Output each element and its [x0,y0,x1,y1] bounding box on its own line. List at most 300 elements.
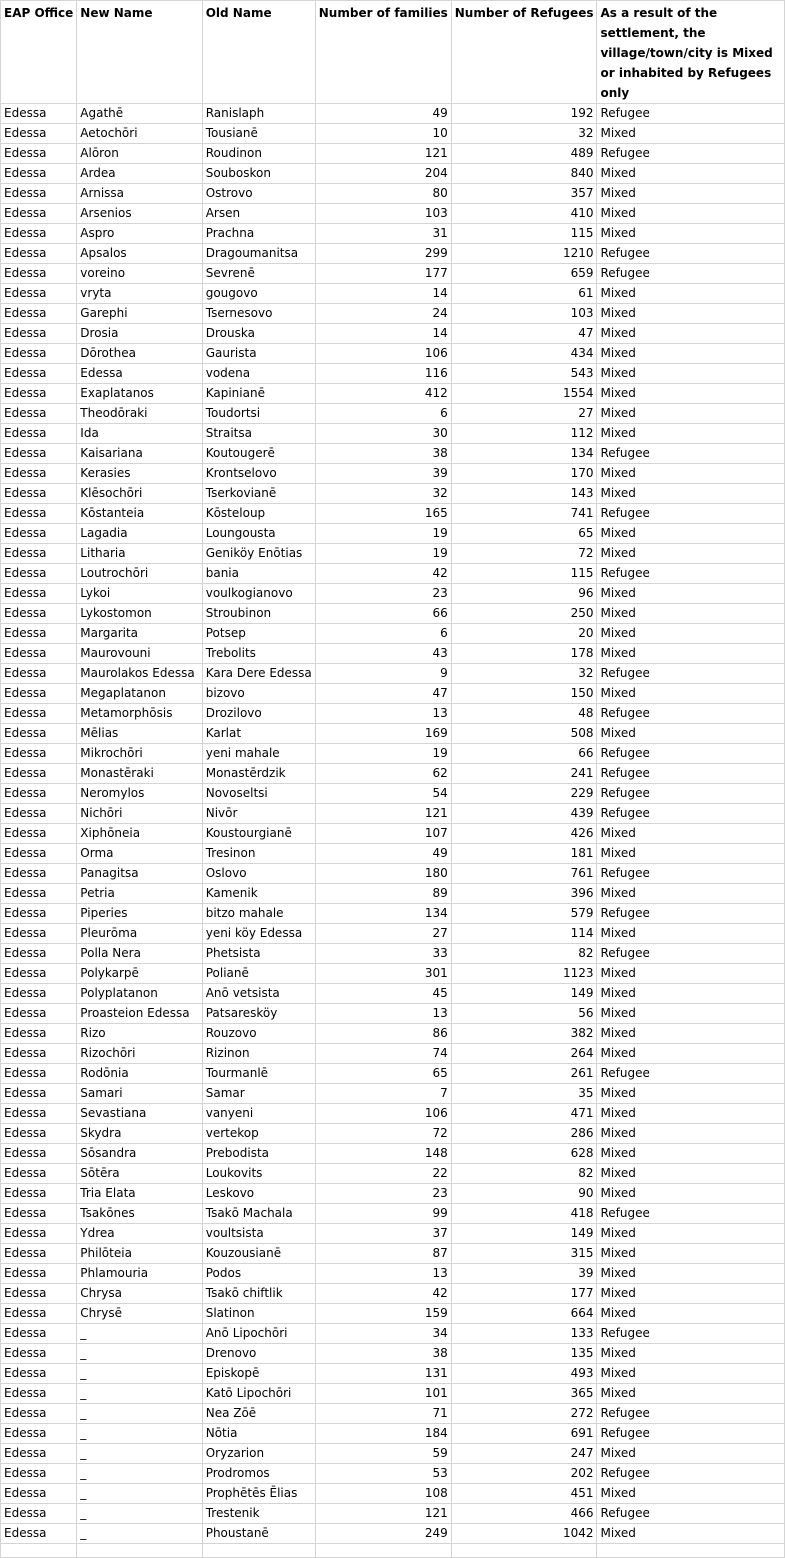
cell-number-of-refugees[interactable]: 1554 [451,384,597,404]
cell-settlement-status[interactable]: Refugee [597,904,785,924]
cell-new-name[interactable]: Arnissa [77,184,202,204]
cell-number-of-refugees[interactable]: 508 [451,724,597,744]
cell-eap-office[interactable]: Edessa [1,1024,77,1044]
cell-settlement-status[interactable]: Refugee [597,664,785,684]
cell-new-name[interactable]: Theodōraki [77,404,202,424]
cell-number-of-refugees[interactable]: 261 [451,1064,597,1084]
cell-new-name[interactable]: Exaplatanos [77,384,202,404]
cell-number-of-refugees[interactable]: 181 [451,844,597,864]
cell-old-name[interactable]: Kouzousianē [202,1244,315,1264]
cell-settlement-status[interactable]: Mixed [597,1164,785,1184]
cell-eap-office[interactable]: Edessa [1,584,77,604]
cell-number-of-refugees[interactable]: 264 [451,1044,597,1064]
cell-eap-office[interactable]: Edessa [1,924,77,944]
cell-number-of-refugees[interactable]: 741 [451,504,597,524]
cell-number-of-families[interactable]: 19 [315,744,451,764]
cell-number-of-refugees[interactable]: 48 [451,704,597,724]
cell-number-of-families[interactable]: 23 [315,1184,451,1204]
cell-new-name[interactable]: Maurovouni [77,644,202,664]
cell-new-name[interactable]: Proasteion Edessa [77,1004,202,1024]
cell-number-of-refugees[interactable]: 39 [451,1264,597,1284]
cell-old-name[interactable]: Straitsa [202,424,315,444]
cell-number-of-families[interactable]: 30 [315,424,451,444]
cell-new-name[interactable]: Ida [77,424,202,444]
cell-old-name[interactable]: bizovo [202,684,315,704]
cell-new-name[interactable]: Klēsochōri [77,484,202,504]
cell-eap-office[interactable]: Edessa [1,1124,77,1144]
cell-new-name[interactable]: _ [77,1404,202,1424]
cell-settlement-status[interactable]: Mixed [597,204,785,224]
cell-number-of-refugees[interactable]: 691 [451,1424,597,1444]
cell-eap-office[interactable]: Edessa [1,184,77,204]
cell-old-name[interactable]: voulkogianovo [202,584,315,604]
cell-number-of-refugees[interactable]: 103 [451,304,597,324]
cell-eap-office[interactable]: Edessa [1,904,77,924]
cell-old-name[interactable]: Kōsteloup [202,504,315,524]
cell-new-name[interactable]: Dōrothea [77,344,202,364]
cell-settlement-status[interactable]: Refugee [597,144,785,164]
cell-number-of-refugees[interactable]: 56 [451,1004,597,1024]
cell-settlement-status[interactable]: Mixed [597,1524,785,1544]
cell-eap-office[interactable]: Edessa [1,104,77,124]
cell-new-name[interactable]: _ [77,1524,202,1544]
cell-settlement-status[interactable]: Mixed [597,544,785,564]
cell-new-name[interactable]: Skydra [77,1124,202,1144]
cell-number-of-refugees[interactable]: 286 [451,1124,597,1144]
cell-number-of-families[interactable]: 159 [315,1304,451,1324]
cell-new-name[interactable]: Neromylos [77,784,202,804]
cell-settlement-status[interactable]: Refugee [597,804,785,824]
cell-new-name[interactable]: Chrysa [77,1284,202,1304]
cell-number-of-families[interactable]: 37 [315,1224,451,1244]
cell-old-name[interactable]: Karlat [202,724,315,744]
cell-new-name[interactable]: Samari [77,1084,202,1104]
cell-number-of-families[interactable]: 134 [315,904,451,924]
cell-new-name[interactable]: Kōstanteia [77,504,202,524]
cell-number-of-refugees[interactable]: 202 [451,1464,597,1484]
cell-old-name[interactable]: Drouska [202,324,315,344]
cell-settlement-status[interactable]: Mixed [597,1144,785,1164]
cell-number-of-families[interactable]: 103 [315,204,451,224]
cell-old-name[interactable]: Potsep [202,624,315,644]
cell-new-name[interactable]: Lagadia [77,524,202,544]
cell-number-of-refugees[interactable]: 90 [451,1184,597,1204]
cell-settlement-status[interactable]: Refugee [597,1424,785,1444]
cell-settlement-status[interactable]: Mixed [597,1384,785,1404]
cell-number-of-families[interactable]: 301 [315,964,451,984]
cell-old-name[interactable]: Drozilovo [202,704,315,724]
header-number-of-refugees[interactable]: Number of Refugees [451,1,597,104]
cell-number-of-refugees[interactable]: 20 [451,624,597,644]
cell-old-name[interactable]: Nivōr [202,804,315,824]
cell-settlement-status[interactable]: Mixed [597,964,785,984]
cell-old-name[interactable]: Loukovits [202,1164,315,1184]
cell-number-of-families[interactable]: 89 [315,884,451,904]
cell-number-of-families[interactable]: 59 [315,1444,451,1464]
cell-number-of-families[interactable]: 7 [315,1084,451,1104]
cell-settlement-status[interactable]: Refugee [597,1404,785,1424]
cell-number-of-refugees[interactable]: 114 [451,924,597,944]
cell-settlement-status[interactable]: Mixed [597,724,785,744]
cell-number-of-refugees[interactable]: 489 [451,144,597,164]
empty-cell[interactable] [451,1544,597,1558]
cell-new-name[interactable]: Mēlias [77,724,202,744]
cell-eap-office[interactable]: Edessa [1,664,77,684]
cell-settlement-status[interactable]: Mixed [597,624,785,644]
cell-old-name[interactable]: yeni köy Edessa [202,924,315,944]
cell-new-name[interactable]: Pleurōma [77,924,202,944]
cell-settlement-status[interactable]: Refugee [597,784,785,804]
header-old-name[interactable]: Old Name [202,1,315,104]
cell-number-of-refugees[interactable]: 471 [451,1104,597,1124]
cell-eap-office[interactable]: Edessa [1,1504,77,1524]
cell-old-name[interactable]: Podos [202,1264,315,1284]
cell-number-of-families[interactable]: 32 [315,484,451,504]
cell-number-of-refugees[interactable]: 27 [451,404,597,424]
cell-new-name[interactable]: Phlamouria [77,1264,202,1284]
cell-number-of-refugees[interactable]: 241 [451,764,597,784]
cell-number-of-families[interactable]: 13 [315,704,451,724]
cell-settlement-status[interactable]: Mixed [597,1284,785,1304]
cell-new-name[interactable]: Ydrea [77,1224,202,1244]
cell-settlement-status[interactable]: Refugee [597,1064,785,1084]
cell-number-of-refugees[interactable]: 659 [451,264,597,284]
cell-settlement-status[interactable]: Mixed [597,464,785,484]
cell-old-name[interactable]: Krontselovo [202,464,315,484]
cell-settlement-status[interactable]: Refugee [597,1204,785,1224]
cell-number-of-refugees[interactable]: 149 [451,1224,597,1244]
cell-settlement-status[interactable]: Refugee [597,1504,785,1524]
cell-new-name[interactable]: Polla Nera [77,944,202,964]
cell-number-of-families[interactable]: 31 [315,224,451,244]
cell-settlement-status[interactable]: Mixed [597,684,785,704]
cell-number-of-families[interactable]: 19 [315,524,451,544]
cell-settlement-status[interactable]: Refugee [597,1464,785,1484]
cell-number-of-families[interactable]: 38 [315,444,451,464]
cell-settlement-status[interactable]: Refugee [597,764,785,784]
header-new-name[interactable]: New Name [77,1,202,104]
cell-settlement-status[interactable]: Mixed [597,1024,785,1044]
cell-new-name[interactable]: Lykoi [77,584,202,604]
empty-cell[interactable] [1,1544,77,1558]
cell-number-of-refugees[interactable]: 134 [451,444,597,464]
cell-new-name[interactable]: Kaisariana [77,444,202,464]
cell-settlement-status[interactable]: Mixed [597,1004,785,1024]
cell-new-name[interactable]: Panagitsa [77,864,202,884]
cell-new-name[interactable]: Nichōri [77,804,202,824]
cell-eap-office[interactable]: Edessa [1,1004,77,1024]
cell-settlement-status[interactable]: Mixed [597,384,785,404]
cell-number-of-refugees[interactable]: 1042 [451,1524,597,1544]
cell-number-of-families[interactable]: 412 [315,384,451,404]
cell-number-of-families[interactable]: 42 [315,1284,451,1304]
cell-new-name[interactable]: Philōteia [77,1244,202,1264]
cell-eap-office[interactable]: Edessa [1,244,77,264]
cell-new-name[interactable]: Mikrochōri [77,744,202,764]
cell-old-name[interactable]: Polianē [202,964,315,984]
cell-number-of-families[interactable]: 121 [315,1504,451,1524]
cell-settlement-status[interactable]: Mixed [597,124,785,144]
cell-number-of-families[interactable]: 62 [315,764,451,784]
cell-eap-office[interactable]: Edessa [1,424,77,444]
cell-eap-office[interactable]: Edessa [1,504,77,524]
cell-old-name[interactable]: Prophētēs Ēlias [202,1484,315,1504]
cell-settlement-status[interactable]: Mixed [597,1184,785,1204]
cell-number-of-families[interactable]: 299 [315,244,451,264]
cell-eap-office[interactable]: Edessa [1,1184,77,1204]
cell-old-name[interactable]: Sevrenē [202,264,315,284]
cell-old-name[interactable]: yeni mahale [202,744,315,764]
cell-number-of-refugees[interactable]: 133 [451,1324,597,1344]
cell-number-of-families[interactable]: 14 [315,284,451,304]
cell-number-of-refugees[interactable]: 112 [451,424,597,444]
cell-eap-office[interactable]: Edessa [1,644,77,664]
cell-old-name[interactable]: Phetsista [202,944,315,964]
cell-number-of-refugees[interactable]: 434 [451,344,597,364]
cell-old-name[interactable]: Prodromos [202,1464,315,1484]
cell-eap-office[interactable]: Edessa [1,724,77,744]
cell-eap-office[interactable]: Edessa [1,1404,77,1424]
cell-old-name[interactable]: Episkopē [202,1364,315,1384]
cell-number-of-refugees[interactable]: 439 [451,804,597,824]
empty-cell[interactable] [597,1544,785,1558]
cell-new-name[interactable]: Polyplatanon [77,984,202,1004]
cell-settlement-status[interactable]: Mixed [597,1224,785,1244]
cell-new-name[interactable]: Alōron [77,144,202,164]
cell-old-name[interactable]: Novoseltsi [202,784,315,804]
header-settlement-status[interactable]: As a result of the settlement, the village/town/city is Mixed or inhabited by Refugees only [597,1,785,104]
cell-old-name[interactable]: Geniköy Enōtias [202,544,315,564]
cell-number-of-families[interactable]: 87 [315,1244,451,1264]
cell-eap-office[interactable]: Edessa [1,784,77,804]
cell-number-of-refugees[interactable]: 247 [451,1444,597,1464]
cell-eap-office[interactable]: Edessa [1,864,77,884]
cell-number-of-refugees[interactable]: 135 [451,1344,597,1364]
cell-eap-office[interactable]: Edessa [1,1104,77,1124]
cell-number-of-refugees[interactable]: 149 [451,984,597,1004]
cell-number-of-refugees[interactable]: 82 [451,944,597,964]
cell-old-name[interactable]: Anō vetsista [202,984,315,1004]
cell-settlement-status[interactable]: Mixed [597,304,785,324]
cell-number-of-refugees[interactable]: 628 [451,1144,597,1164]
cell-number-of-families[interactable]: 66 [315,604,451,624]
cell-eap-office[interactable]: Edessa [1,1304,77,1324]
cell-new-name[interactable]: Monastēraki [77,764,202,784]
cell-number-of-refugees[interactable]: 115 [451,224,597,244]
cell-settlement-status[interactable]: Mixed [597,1304,785,1324]
cell-number-of-refugees[interactable]: 66 [451,744,597,764]
cell-old-name[interactable]: Dragoumanitsa [202,244,315,264]
cell-settlement-status[interactable]: Refugee [597,444,785,464]
cell-number-of-families[interactable]: 165 [315,504,451,524]
cell-settlement-status[interactable]: Mixed [597,164,785,184]
cell-number-of-refugees[interactable]: 840 [451,164,597,184]
cell-old-name[interactable]: bania [202,564,315,584]
cell-eap-office[interactable]: Edessa [1,344,77,364]
cell-settlement-status[interactable]: Mixed [597,844,785,864]
cell-settlement-status[interactable]: Refugee [597,564,785,584]
cell-number-of-families[interactable]: 107 [315,824,451,844]
cell-eap-office[interactable]: Edessa [1,1444,77,1464]
cell-number-of-refugees[interactable]: 82 [451,1164,597,1184]
cell-settlement-status[interactable]: Mixed [597,224,785,244]
cell-settlement-status[interactable]: Mixed [597,584,785,604]
cell-number-of-refugees[interactable]: 579 [451,904,597,924]
header-number-of-families[interactable]: Number of families [315,1,451,104]
cell-number-of-refugees[interactable]: 315 [451,1244,597,1264]
cell-eap-office[interactable]: Edessa [1,524,77,544]
cell-number-of-families[interactable]: 13 [315,1004,451,1024]
cell-new-name[interactable]: _ [77,1464,202,1484]
cell-number-of-refugees[interactable]: 143 [451,484,597,504]
cell-settlement-status[interactable]: Mixed [597,344,785,364]
cell-number-of-refugees[interactable]: 272 [451,1404,597,1424]
cell-settlement-status[interactable]: Mixed [597,284,785,304]
cell-settlement-status[interactable]: Mixed [597,824,785,844]
cell-number-of-refugees[interactable]: 761 [451,864,597,884]
cell-settlement-status[interactable]: Refugee [597,504,785,524]
cell-number-of-families[interactable]: 13 [315,1264,451,1284]
cell-number-of-families[interactable]: 49 [315,104,451,124]
cell-old-name[interactable]: vertekop [202,1124,315,1144]
cell-number-of-refugees[interactable]: 150 [451,684,597,704]
cell-old-name[interactable]: Toudortsi [202,404,315,424]
cell-old-name[interactable]: Prebodista [202,1144,315,1164]
cell-number-of-refugees[interactable]: 426 [451,824,597,844]
cell-old-name[interactable]: Oslovo [202,864,315,884]
cell-number-of-refugees[interactable]: 192 [451,104,597,124]
cell-new-name[interactable]: Sōsandra [77,1144,202,1164]
cell-settlement-status[interactable]: Mixed [597,484,785,504]
cell-new-name[interactable]: Aetochōri [77,124,202,144]
cell-number-of-families[interactable]: 106 [315,344,451,364]
cell-number-of-families[interactable]: 23 [315,584,451,604]
cell-new-name[interactable]: Edessa [77,364,202,384]
cell-old-name[interactable]: Ostrovo [202,184,315,204]
cell-new-name[interactable]: Polykarpē [77,964,202,984]
cell-new-name[interactable]: Aspro [77,224,202,244]
cell-settlement-status[interactable]: Refugee [597,104,785,124]
cell-number-of-refugees[interactable]: 61 [451,284,597,304]
cell-number-of-families[interactable]: 101 [315,1384,451,1404]
cell-old-name[interactable]: Oryzarion [202,1444,315,1464]
cell-new-name[interactable]: Agathē [77,104,202,124]
cell-eap-office[interactable]: Edessa [1,304,77,324]
cell-old-name[interactable]: Nōtia [202,1424,315,1444]
cell-eap-office[interactable]: Edessa [1,124,77,144]
cell-old-name[interactable]: vanyeni [202,1104,315,1124]
cell-number-of-families[interactable]: 184 [315,1424,451,1444]
cell-number-of-refugees[interactable]: 664 [451,1304,597,1324]
cell-eap-office[interactable]: Edessa [1,1524,77,1544]
cell-settlement-status[interactable]: Refugee [597,264,785,284]
cell-eap-office[interactable]: Edessa [1,284,77,304]
cell-eap-office[interactable]: Edessa [1,1064,77,1084]
cell-old-name[interactable]: Nea Zōē [202,1404,315,1424]
cell-number-of-refugees[interactable]: 451 [451,1484,597,1504]
cell-old-name[interactable]: Anō Lipochōri [202,1324,315,1344]
cell-eap-office[interactable]: Edessa [1,204,77,224]
cell-number-of-families[interactable]: 71 [315,1404,451,1424]
cell-number-of-families[interactable]: 180 [315,864,451,884]
cell-number-of-families[interactable]: 22 [315,1164,451,1184]
cell-number-of-families[interactable]: 34 [315,1324,451,1344]
cell-eap-office[interactable]: Edessa [1,384,77,404]
cell-number-of-families[interactable]: 148 [315,1144,451,1164]
cell-number-of-families[interactable]: 121 [315,144,451,164]
cell-new-name[interactable]: Tria Elata [77,1184,202,1204]
cell-old-name[interactable]: Koustourgianē [202,824,315,844]
cell-new-name[interactable]: Margarita [77,624,202,644]
cell-eap-office[interactable]: Edessa [1,1364,77,1384]
cell-new-name[interactable]: Metamorphōsis [77,704,202,724]
cell-new-name[interactable]: Xiphōneia [77,824,202,844]
cell-new-name[interactable]: Petria [77,884,202,904]
cell-old-name[interactable]: Rizinon [202,1044,315,1064]
cell-number-of-families[interactable]: 80 [315,184,451,204]
cell-old-name[interactable]: Leskovo [202,1184,315,1204]
cell-new-name[interactable]: Rodōnia [77,1064,202,1084]
cell-eap-office[interactable]: Edessa [1,164,77,184]
cell-number-of-refugees[interactable]: 115 [451,564,597,584]
cell-old-name[interactable]: Prachna [202,224,315,244]
cell-old-name[interactable]: Phoustanē [202,1524,315,1544]
cell-number-of-families[interactable]: 39 [315,464,451,484]
cell-number-of-refugees[interactable]: 365 [451,1384,597,1404]
cell-eap-office[interactable]: Edessa [1,884,77,904]
cell-eap-office[interactable]: Edessa [1,624,77,644]
cell-eap-office[interactable]: Edessa [1,804,77,824]
cell-old-name[interactable]: Ranislaph [202,104,315,124]
cell-old-name[interactable]: Souboskon [202,164,315,184]
cell-number-of-families[interactable]: 43 [315,644,451,664]
empty-cell[interactable] [315,1544,451,1558]
cell-eap-office[interactable]: Edessa [1,1224,77,1244]
cell-new-name[interactable]: Garephi [77,304,202,324]
cell-number-of-families[interactable]: 49 [315,844,451,864]
cell-old-name[interactable]: Kapinianē [202,384,315,404]
header-eap-office[interactable]: EAP Office [1,1,77,104]
cell-new-name[interactable]: Apsalos [77,244,202,264]
cell-old-name[interactable]: bitzo mahale [202,904,315,924]
cell-eap-office[interactable]: Edessa [1,1144,77,1164]
cell-settlement-status[interactable]: Mixed [597,1124,785,1144]
cell-eap-office[interactable]: Edessa [1,144,77,164]
cell-old-name[interactable]: Trebolits [202,644,315,664]
cell-old-name[interactable]: Tsakō chiftlik [202,1284,315,1304]
cell-eap-office[interactable]: Edessa [1,604,77,624]
cell-eap-office[interactable]: Edessa [1,1244,77,1264]
cell-number-of-families[interactable]: 169 [315,724,451,744]
cell-number-of-families[interactable]: 72 [315,1124,451,1144]
cell-new-name[interactable]: Chrysē [77,1304,202,1324]
cell-new-name[interactable]: _ [77,1364,202,1384]
cell-new-name[interactable]: _ [77,1504,202,1524]
cell-eap-office[interactable]: Edessa [1,404,77,424]
cell-old-name[interactable]: Arsen [202,204,315,224]
cell-number-of-families[interactable]: 53 [315,1464,451,1484]
cell-new-name[interactable]: Rizochōri [77,1044,202,1064]
cell-number-of-families[interactable]: 24 [315,304,451,324]
cell-eap-office[interactable]: Edessa [1,844,77,864]
cell-number-of-refugees[interactable]: 1210 [451,244,597,264]
cell-settlement-status[interactable]: Refugee [597,1324,785,1344]
cell-number-of-refugees[interactable]: 32 [451,664,597,684]
cell-eap-office[interactable]: Edessa [1,484,77,504]
cell-eap-office[interactable]: Edessa [1,764,77,784]
cell-old-name[interactable]: Samar [202,1084,315,1104]
cell-new-name[interactable]: Rizo [77,1024,202,1044]
